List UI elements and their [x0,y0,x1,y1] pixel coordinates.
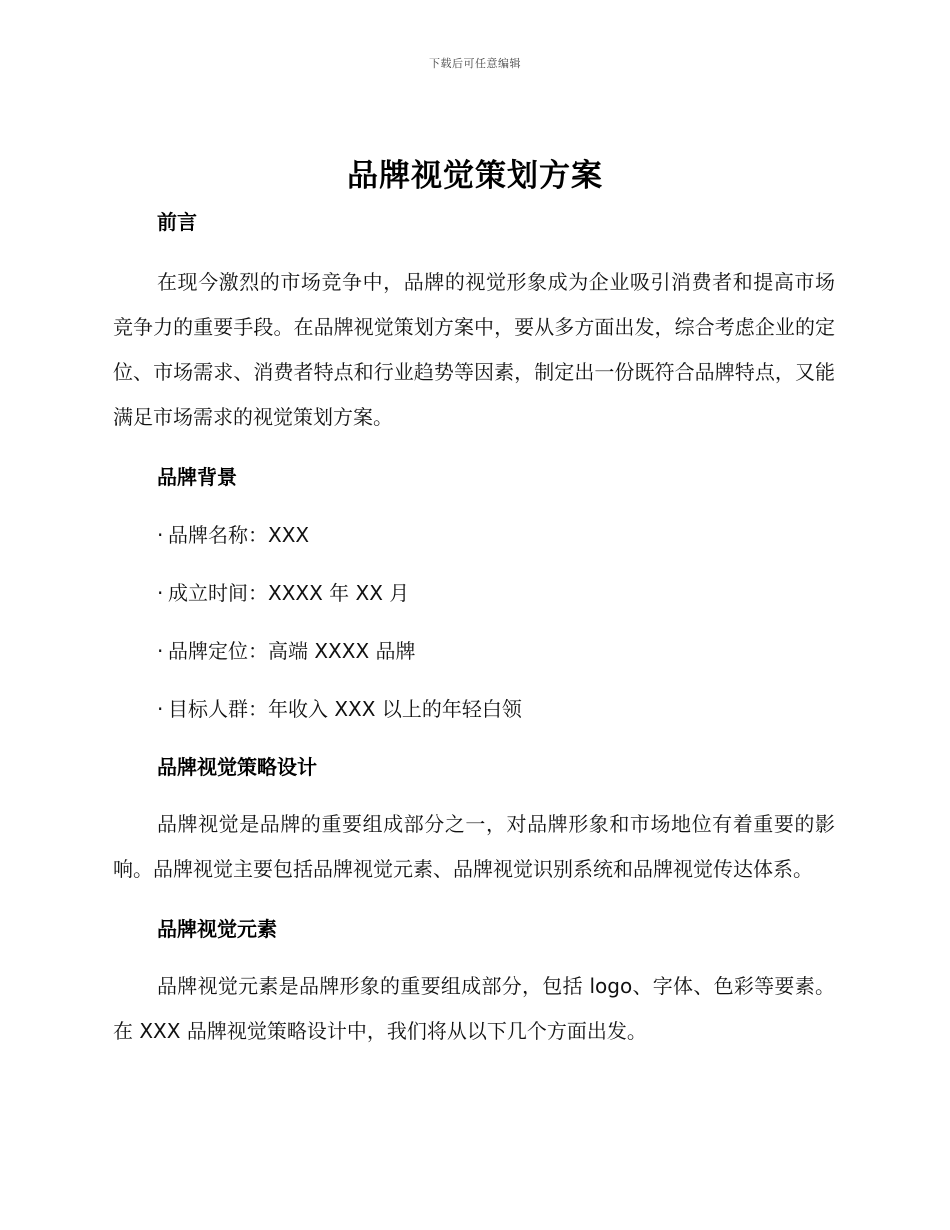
section-heading-strategy: 品牌视觉策略设计 [157,755,317,779]
section-heading-elements: 品牌视觉元素 [157,917,277,941]
list-item-text: 品牌名称：XXX [168,523,310,547]
bullet-marker: · [157,523,164,547]
header-note: 下载后可任意编辑 [429,57,521,70]
list-item [113,636,835,666]
section-heading-background: 品牌背景 [157,465,237,489]
list-item-text: 品牌定位：高端 XXXX 品牌 [168,639,416,663]
strategy-paragraph: 品牌视觉是品牌的重要组成部分之一，对品牌形象和市场地位有着重要的影响。品牌视觉主要包括品牌视觉元素、品牌视觉识别系统和品牌视觉传达体系。 [113,812,835,881]
bullet-marker: · [157,697,164,721]
document-body [113,202,835,1054]
bullet-marker: · [157,639,164,663]
document-title: 品牌视觉策划方案 [347,158,603,194]
list-item [113,578,835,608]
bullet-marker: · [157,581,164,605]
list-item [113,694,835,724]
elements-paragraph: 品牌视觉元素是品牌形象的重要组成部分，包括 logo、字体、色彩等要素。在 XXX 品牌视觉策略设计中，我们将从以下几个方面出发。 [113,974,835,1043]
intro-paragraph: 在现今激烈的市场竞争中，品牌的视觉形象成为企业吸引消费者和提高市场竞争力的重要手段。在品牌视觉策划方案中，要从多方面出发，综合考虑企业的定位、市场需求、消费者特点和行业趋势等因素，制定出一份既符合品牌特点，又能满足市场需求的视觉策划方案。 [113,270,835,429]
list-item [113,520,835,550]
section-heading-intro: 前言 [157,210,197,234]
list-item-text: 目标人群：年收入 XXX 以上的年轻白领 [168,697,522,721]
list-item-text: 成立时间：XXXX 年 XX 月 [168,581,410,605]
